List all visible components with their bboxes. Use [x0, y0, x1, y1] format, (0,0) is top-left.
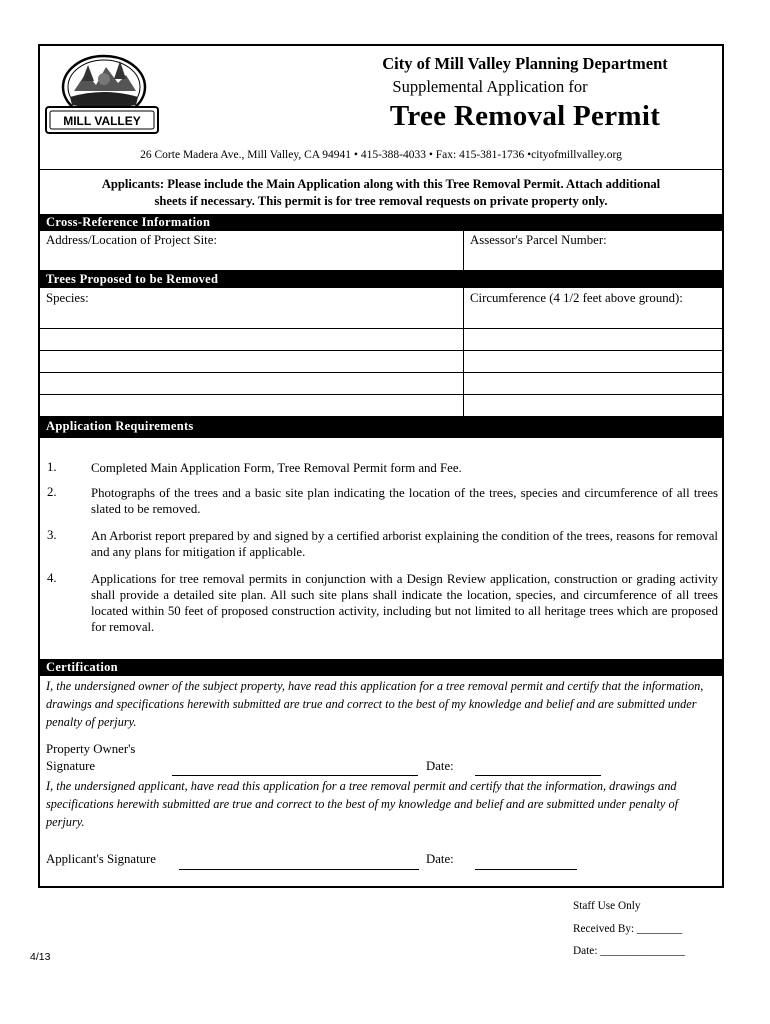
applicant-signature-line[interactable]: [179, 869, 419, 870]
applicant-date-line[interactable]: [475, 869, 577, 870]
department-name: City of Mill Valley Planning Department: [382, 54, 668, 73]
trees-column-divider: [463, 288, 464, 416]
applicant-signature-label: Applicant's Signature: [46, 852, 156, 866]
applicant-instructions: [42, 176, 720, 210]
instructions-line-2: sheets if necessary. This permit is for tree removal requests on private property only.: [154, 194, 608, 208]
parcel-number-label: Assessor's Parcel Number:: [470, 233, 607, 247]
page-title: Tree Removal Permit: [389, 100, 661, 132]
owner-signature-label-line-2: Signature: [46, 759, 96, 773]
staff-use-heading: Staff Use Only: [573, 900, 641, 912]
certification-heading: Certification: [40, 659, 722, 676]
revision-date: 4/13: [30, 951, 51, 963]
tree-row-line-1: [40, 328, 722, 329]
requirement-number: 4.: [47, 571, 57, 585]
requirement-item: Completed Main Application Form, Tree Removal Permit form and Fee.: [91, 461, 462, 475]
owner-certification-statement: I, the undersigned owner of the subject property, have read this application for a tree removal permit and certify that the information, drawings and specifications herewith submitted are true and correct to the best of my knowledge and belief and are submitted under penalty of perjury.: [46, 679, 704, 729]
owner-signature-line[interactable]: [172, 775, 418, 776]
tree-row-line-3: [40, 372, 722, 373]
species-label: Species:: [46, 291, 89, 305]
form-subtitle: Supplemental Application for: [392, 77, 588, 96]
staff-date-field: Date: _______________: [573, 945, 686, 957]
logo-text: MILL VALLEY: [63, 114, 141, 128]
owner-date-label: Date:: [426, 759, 454, 773]
address-label: Address/Location of Project Site:: [46, 233, 217, 247]
circumference-label: Circumference (4 1/2 feet above ground):: [470, 291, 683, 305]
applicant-certification-statement: I, the undersigned applicant, have read this application for a tree removal permit and certify that the information, drawings and specifications herewith submitted are true and correct to the best of my knowledge and belief and are submitted under penalty of perjury.: [46, 779, 679, 829]
applicant-date-label: Date:: [426, 852, 454, 866]
tree-row-line-2: [40, 350, 722, 351]
requirement-number: 1.: [47, 460, 57, 474]
trees-heading: Trees Proposed to be Removed: [40, 271, 722, 288]
instructions-line-1: Applicants: Please include the Main Application along with this Tree Removal Permit. Attach additional: [101, 177, 661, 191]
cross-reference-heading: Cross-Reference Information: [40, 214, 722, 231]
requirement-number: 2.: [47, 485, 57, 499]
requirement-item: Photographs of the trees and a basic site plan indicating the location of the trees, species and circumference of all trees slated to be removed.: [91, 486, 718, 516]
tree-row-line-4: [40, 394, 722, 395]
header-divider: [40, 169, 722, 170]
contact-address: 26 Corte Madera Ave., Mill Valley, CA 94941 • 415-388-4033 • Fax: 415-381-1736 •cityofmillvalley.org: [140, 149, 622, 161]
received-by-field: Received By: ________: [573, 923, 683, 935]
owner-signature-label-line-1: Property Owner's: [46, 742, 136, 756]
cross-reference-divider: [463, 231, 464, 271]
owner-date-line[interactable]: [475, 775, 601, 776]
requirement-item: Applications for tree removal permits in conjunction with a Design Review application, construction or grading activity shall provide a detailed site plan. All such site plans shall indicate the location, species, and circumference of all trees located within 50 feet of proposed construction activity, including but not limited to all heritage trees which are proposed for removal.: [91, 572, 718, 634]
requirement-item: An Arborist report prepared by and signed by a certified arborist explaining the condition of the trees, reasons for removal and any plans for mitigation if applicable.: [91, 529, 718, 559]
requirements-heading: Application Requirements: [40, 416, 722, 438]
requirement-number: 3.: [47, 528, 57, 542]
mill-valley-seal-logo: [44, 51, 162, 139]
